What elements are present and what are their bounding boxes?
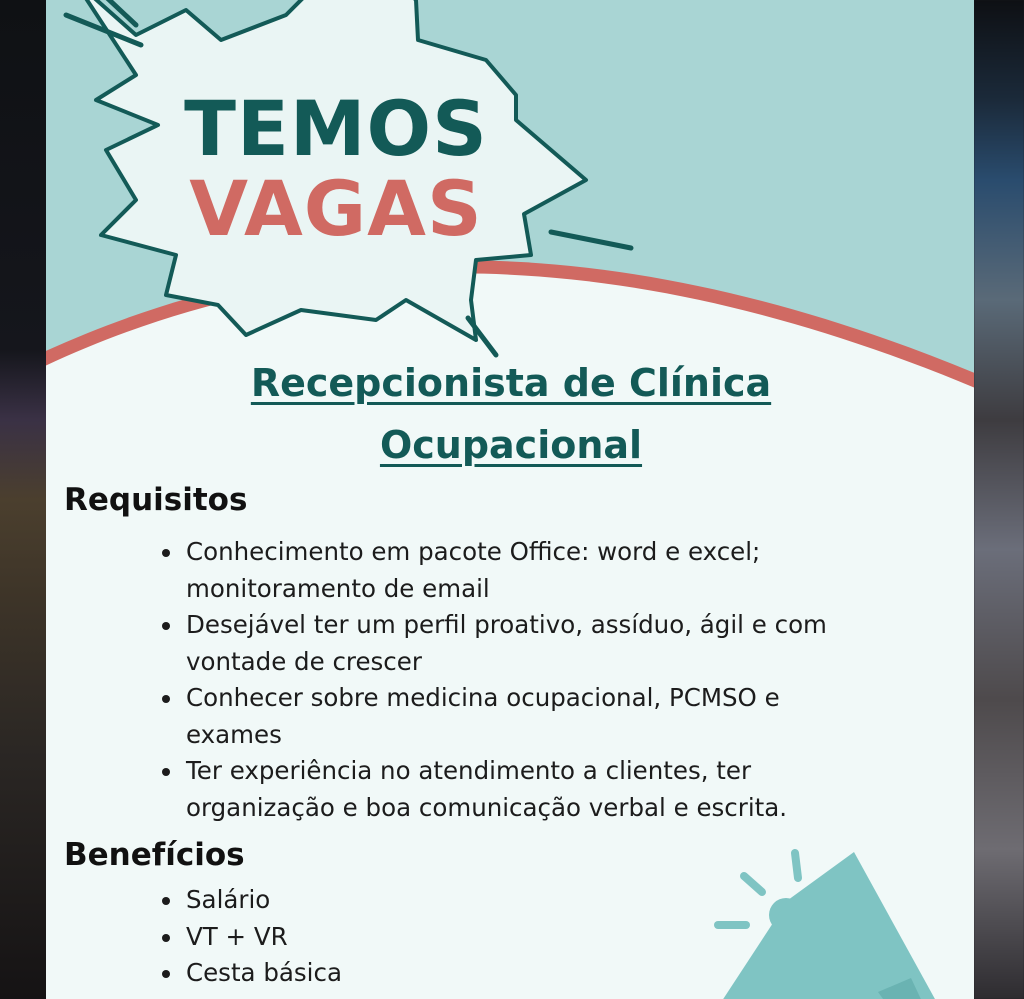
job-poster	[46, 0, 974, 999]
benefits-heading: Benefícios	[64, 837, 245, 873]
list-item: Salário	[160, 882, 560, 919]
list-item: VT + VR	[160, 919, 560, 956]
sparkle-dash	[551, 232, 631, 248]
badge-line-1: TEMOS	[184, 84, 488, 173]
blurred-background-left	[0, 0, 46, 999]
requirements-heading: Requisitos	[64, 482, 248, 518]
job-title: Recepcionista de Clínica Ocupacional	[250, 361, 772, 467]
list-item: Desejável ter um perfil proativo, assíduo, ágil e com vontade de crescer	[160, 607, 850, 680]
benefits-list	[160, 882, 560, 992]
list-item: Cesta básica	[160, 955, 560, 992]
requirements-list	[160, 534, 850, 826]
list-item: Conhecer sobre medicina ocupacional, PCMSO e exames	[160, 680, 850, 753]
badge-line-2: VAGAS	[189, 164, 483, 253]
list-item: Conhecimento em pacote Office: word e excel; monitoramento de email	[160, 534, 850, 607]
blurred-background-right	[974, 0, 1024, 999]
list-item: Ter experiência no atendimento a clientes, ter organização e boa comunicação verbal e escrita.	[160, 753, 850, 826]
